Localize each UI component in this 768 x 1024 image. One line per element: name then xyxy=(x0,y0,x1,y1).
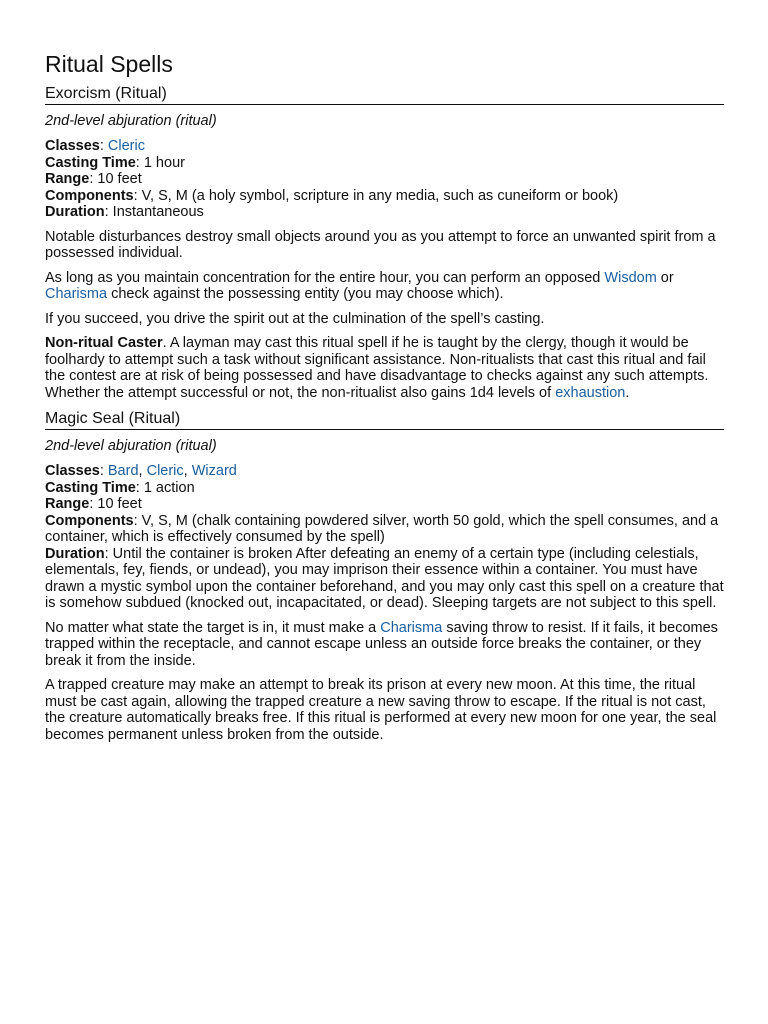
magic-seal-paragraph-1 xyxy=(45,620,724,670)
text: or xyxy=(656,269,674,286)
duration-label: Duration xyxy=(45,545,105,562)
comma: , xyxy=(183,463,192,479)
range-value: 10 feet xyxy=(97,496,142,512)
colon: : xyxy=(135,154,144,171)
exorcism-properties xyxy=(45,138,724,221)
exorcism-duration-row xyxy=(45,204,724,221)
text: . xyxy=(625,384,630,401)
exorcism-section xyxy=(45,84,724,401)
page-title: Ritual Spells xyxy=(45,51,173,77)
text: saving throw to resist. If it fails, it becomes trapped within the receptacle, and cannot escape unless an outside force breaks the container, or they break it from the inside. xyxy=(45,619,718,669)
magic-seal-classes-row xyxy=(45,463,724,480)
magic-seal-heading: Magic Seal (Ritual) xyxy=(45,409,724,430)
components-value: V, S, M (a holy symbol, scripture in any media, such as cuneiform or book) xyxy=(141,187,619,204)
text: No matter what state the target is in, it must make a xyxy=(45,619,381,636)
range-value: 10 feet xyxy=(97,171,142,187)
casting-time-value: 1 hour xyxy=(143,154,185,171)
class-link-cleric[interactable]: Cleric xyxy=(146,463,184,479)
comma: , xyxy=(138,463,147,479)
text: As long as you maintain concentration for the entire hour, you can perform an opposed xyxy=(45,269,605,286)
classes-label: Classes xyxy=(45,138,100,154)
class-link-bard[interactable]: Bard xyxy=(107,463,139,479)
range-label: Range xyxy=(45,171,90,187)
text: . A layman may cast this ritual spell if he is taught by the clergy, though it would be foolhardy to attempt such a task without significant assistance. Non-ritualists that cast this ritual and fail the contest are at risk of being possessed and have disadvantage to checks against any such attempts. Whether the attempt successful or not, the non-ritualist also gains 1d4 levels of xyxy=(45,335,709,401)
duration-value: Until the container is broken After defeating an enemy of a certain type (including celestials, elementals, fey, fiends, or undead), you may imprison their essence within a container. You must have drawn a mystic symbol upon the container beforehand, and you may only cast this spell on a creature that is somehow subdued (knocked out, incapacitated, or dead). Sleeping targets are not subject to this spell. xyxy=(45,545,724,611)
exorcism-classes-row xyxy=(45,138,724,155)
exorcism-paragraph-4 xyxy=(45,335,724,401)
casting-time-value: 1 action xyxy=(143,479,195,496)
components-label: Components xyxy=(45,187,134,204)
magic-seal-duration-row xyxy=(45,546,724,612)
duration-value: Instantaneous xyxy=(112,204,204,220)
magic-seal-paragraph-2: A trapped creature may make an attempt to break its prison at every new moon. At this time, the ritual must be cast again, allowing the trapped creature a new saving throw to escape. If the ritual is not cast, the creature automatically breaks free. If this ritual is performed at every new moon for one year, the seal becomes permanent unless broken from the outside. xyxy=(45,677,717,743)
colon: : xyxy=(133,512,142,529)
exhaustion-link[interactable]: exhaustion xyxy=(555,384,626,401)
exorcism-casting-time-row xyxy=(45,155,724,172)
class-link-wizard[interactable]: Wizard xyxy=(191,463,237,479)
colon: : xyxy=(99,138,108,154)
magic-seal-range-row xyxy=(45,496,724,513)
exorcism-components-row xyxy=(45,188,724,205)
magic-seal-casting-time-row xyxy=(45,480,724,497)
classes-label: Classes xyxy=(45,463,100,479)
exorcism-paragraph-2 xyxy=(45,270,724,303)
magic-seal-level: 2nd-level abjuration (ritual) xyxy=(45,438,217,454)
non-ritual-caster-label: Non-ritual Caster xyxy=(45,335,163,351)
wisdom-link[interactable]: Wisdom xyxy=(604,269,657,286)
colon: : xyxy=(89,496,98,512)
colon: : xyxy=(89,171,98,187)
components-label: Components xyxy=(45,512,134,529)
exorcism-heading: Exorcism (Ritual) xyxy=(45,84,724,105)
text: check against the possessing entity (you may choose which). xyxy=(107,286,504,302)
magic-seal-properties xyxy=(45,463,724,612)
casting-time-label: Casting Time xyxy=(45,154,136,171)
duration-label: Duration xyxy=(45,204,105,220)
colon: : xyxy=(133,187,142,204)
charisma-link[interactable]: Charisma xyxy=(45,286,108,302)
colon: : xyxy=(104,545,113,562)
magic-seal-section xyxy=(45,409,724,743)
casting-time-label: Casting Time xyxy=(45,479,136,496)
exorcism-range-row xyxy=(45,171,724,188)
exorcism-paragraph-1: Notable disturbances destroy small objects around you as you attempt to force an unwanted spirit from a possessed individual. xyxy=(45,228,716,261)
magic-seal-components-row xyxy=(45,513,724,546)
exorcism-level: 2nd-level abjuration (ritual) xyxy=(45,113,217,129)
class-link-cleric[interactable]: Cleric xyxy=(107,138,145,154)
exorcism-paragraph-3: If you succeed, you drive the spirit out at the culmination of the spell’s casting. xyxy=(45,310,545,327)
colon: : xyxy=(135,479,144,496)
components-value: V, S, M (chalk containing powdered silver, worth 50 gold, which the spell consumes, and a container, which is effectively consumed by the spell) xyxy=(45,512,719,545)
charisma-link[interactable]: Charisma xyxy=(380,619,443,636)
colon: : xyxy=(99,463,108,479)
range-label: Range xyxy=(45,496,90,512)
colon: : xyxy=(104,204,113,220)
